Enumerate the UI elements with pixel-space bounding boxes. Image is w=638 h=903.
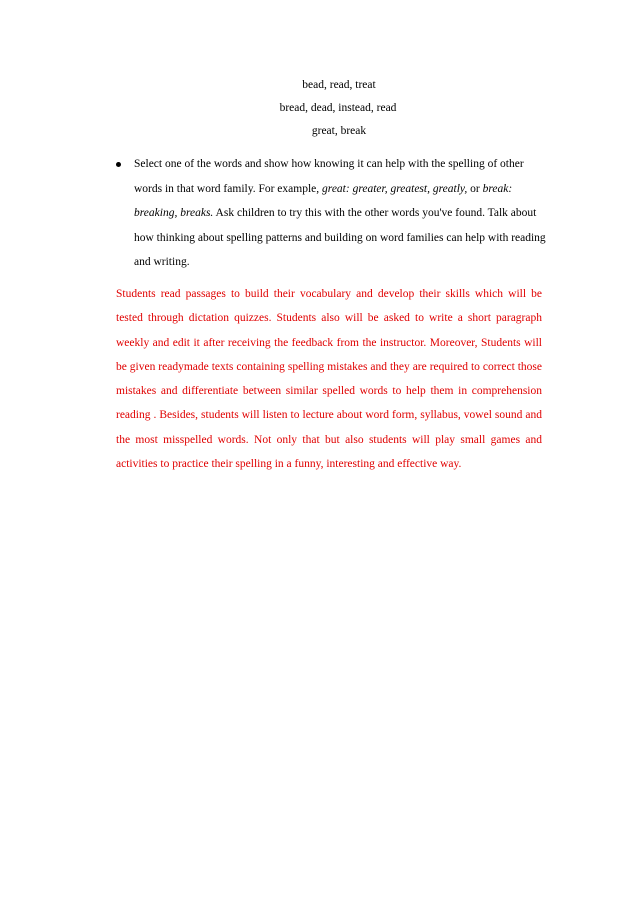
bullet-item — [113, 152, 553, 275]
bullet-example-break: break: breaking, breaks. — [134, 182, 513, 220]
word-family-line: bread, dead, instead, read — [279, 102, 397, 114]
bullet-text — [134, 152, 551, 275]
word-family-line: great, break — [311, 125, 367, 137]
bullet-intro: Select one of the words and show how knowing it can help with the spelling of other words in that word family. For example, — [134, 158, 524, 195]
word-family-list — [0, 74, 638, 143]
bullet-example-great: great: greater, greatest, greatly, — [322, 182, 468, 195]
word-family-line: bead, read, treat — [302, 79, 376, 91]
red-paragraph: Students read passages to build their vocabulary and develop their skills which will be tested through dictation quizzes. Students also will be asked to write a short paragraph weekly and edit it after receiving the feedback from the instructor. Moreover, Students will be given readymade texts containing spelling mistakes and they are required to correct those mistakes and differentiate between similar spelled words to help them in comprehension reading . Besides, students will listen to lecture about word form, syllabus, vowel sound and the most misspelled words. Not only that but also students will play small games and activities to practice their spelling in a funny, interesting and effective way. — [116, 288, 542, 471]
bullet-or: or — [467, 182, 483, 195]
bullet-icon — [116, 162, 121, 167]
bullet-outro: Ask children to try this with the other words you've found. Talk about how thinking about spelling patterns and building on word families can help with reading and writing. — [134, 207, 546, 269]
